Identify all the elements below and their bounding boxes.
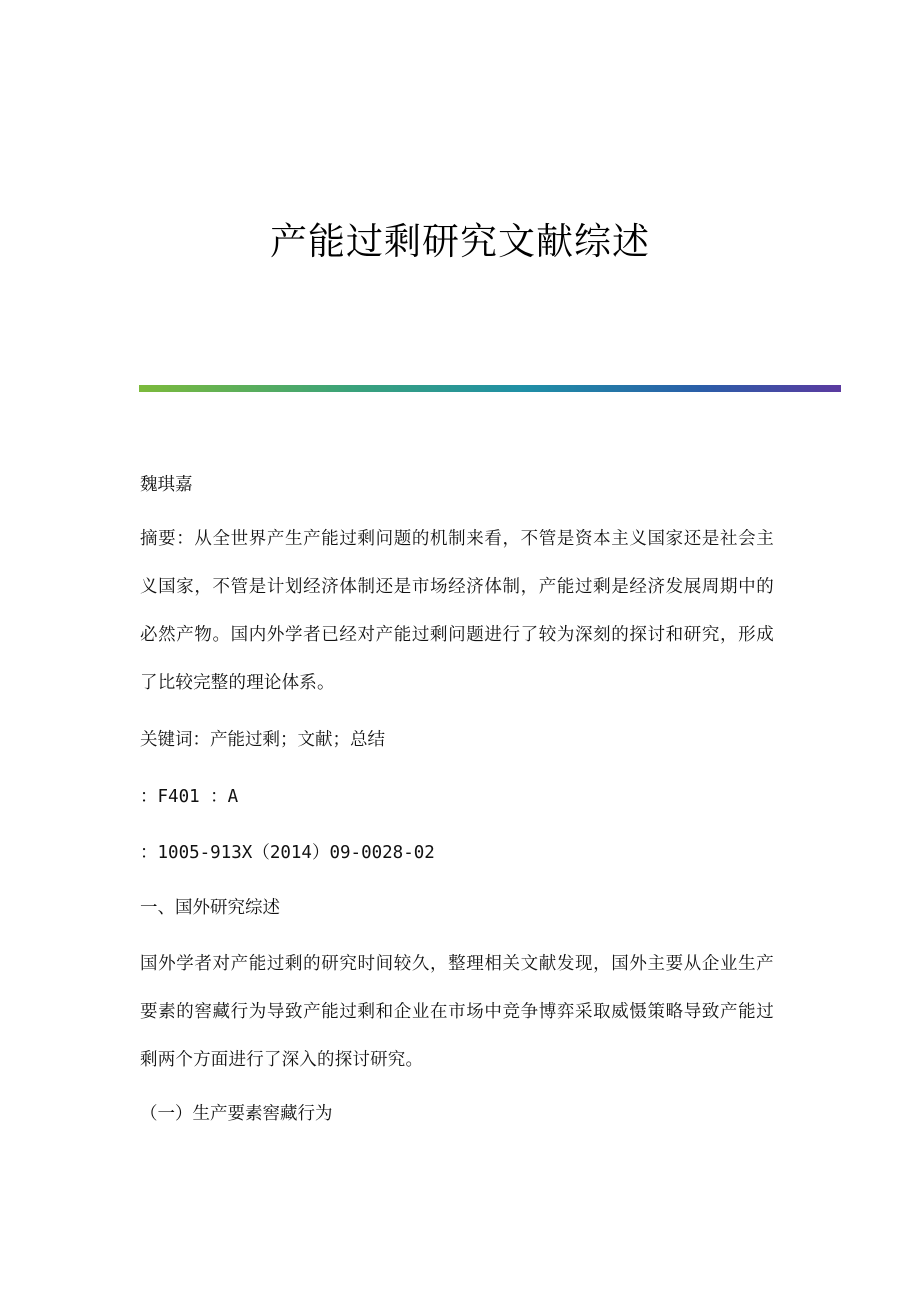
section-paragraph: 国外学者对产能过剩的研究时间较久，整理相关文献发现，国外主要从企业生产要素的窖藏行为导致产能过剩和企业在市场中竞争博弈采取威慑策略导致产能过剩两个方面进行了深入的探讨研究。 [140, 954, 774, 1070]
classification-line: ：F401 ：A [140, 787, 239, 807]
title-divider [139, 385, 841, 392]
author-name: 魏琪嘉 [140, 475, 193, 495]
article-id-line: ：1005-913X（2014）09-0028-02 [140, 843, 435, 863]
keywords-line: 关键词：产能过剩；文献；总结 [140, 730, 385, 750]
subsection-heading: （一）生产要素窖藏行为 [140, 1104, 333, 1124]
document-title: 产能过剩研究文献综述 [270, 220, 650, 263]
section-heading: 一、国外研究综述 [140, 898, 280, 918]
abstract-paragraph: 摘要：从全世界产生产能过剩问题的机制来看，不管是资本主义国家还是社会主义国家，不管是计划经济体制还是市场经济体制，产能过剩是经济发展周期中的必然产物。国内外学者已经对产能过剩问题进行了较为深刻的探讨和研究，形成了比较完整的理论体系。 [140, 529, 774, 693]
